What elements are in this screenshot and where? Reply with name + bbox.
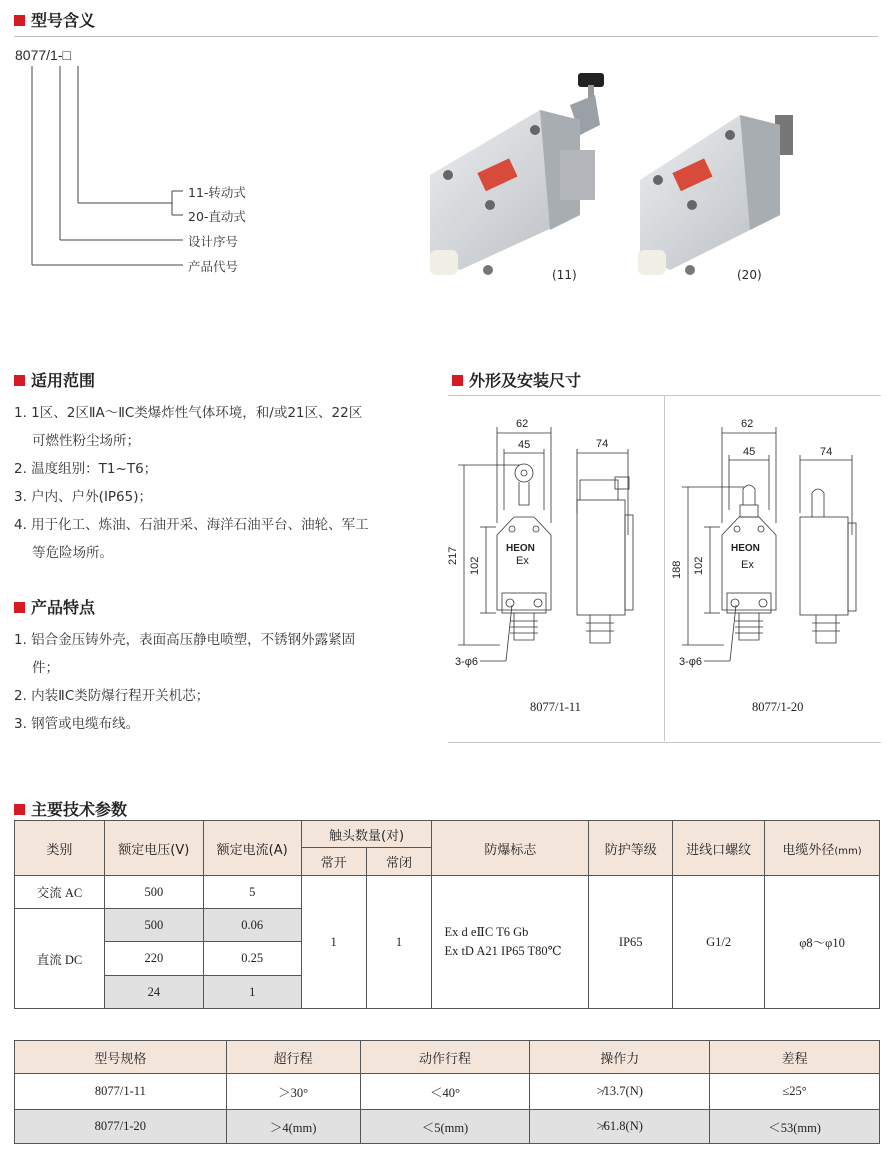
table-row: 8077/1-20 ＞4(mm) ＜5(mm) ≯61.8(N) ＜53(mm) [15,1110,880,1144]
tech-params-table [14,820,880,1009]
cell-ac: 交流 AC [15,876,105,909]
th-category: 类别 [15,821,105,876]
dimension-drawing-11 [447,405,664,675]
table-row: 8077/1-11 ＞30° ＜40° ≯13.7(N) ≤25° [15,1074,880,1110]
cell-current: 1 [203,976,301,1009]
th-nc: 常闭 [366,848,432,876]
red-square-icon [14,602,25,613]
dim-62: 62 [741,418,754,430]
caption-8077-1-11: 8077/1-11 [530,700,581,714]
dim-holes: 3-φ6 [679,656,703,668]
photo-label-11: (11) [552,268,577,282]
dim-188: 188 [671,560,683,579]
list-item: 2. 内装ⅡC类防爆行程开关机芯； [14,688,210,704]
section-title-tech: 主要技术参数 [14,797,127,820]
cell-current: 5 [203,876,301,909]
cell-voltage: 500 [104,876,203,909]
model-code-tree [0,0,300,290]
cell-voltage: 500 [104,909,203,942]
code-label-product: 产品代号 [188,259,239,274]
ex-label: Ex [741,559,754,571]
red-square-icon [14,804,25,815]
list-item: 1. 1区、2区ⅡA～ⅡC类爆炸性气体环境，和/或21区、22区可燃性粉尘场所； [14,405,363,449]
dim-holes: 3-φ6 [455,656,479,668]
th-thread: 进线口螺纹 [673,821,765,876]
dim-74: 74 [596,438,609,450]
cell-cable: φ8～φ10 [765,876,880,1009]
list-item: 1. 铝合金压铸外壳，表面高压静电喷塑，不锈钢外露紧固件； [14,632,356,676]
th-model: 型号规格 [15,1041,227,1074]
cell-ex-mark: Ex d eⅡC T6 Gb Ex tD A21 IP65 T80℃ [432,876,589,1009]
code-label-rotary: 11-转动式 [188,185,246,200]
th-cable: 电缆外径(mm) [765,821,880,876]
features-list [14,626,369,738]
section-title-model: 型号含义 [14,8,95,31]
th-no: 常开 [301,848,366,876]
th-action-travel: 动作行程 [360,1041,530,1074]
th-contacts: 触头数量(对) [301,821,432,848]
list-item: 3. 钢管或电缆布线。 [14,716,140,732]
dim-102: 102 [469,556,481,575]
dim-45: 45 [518,439,531,451]
dim-45: 45 [743,446,756,458]
section-title-dimensions: 外形及安装尺寸 [452,368,581,391]
dim-62: 62 [516,418,529,430]
scope-list [14,399,369,567]
ex-label: Ex [516,555,529,567]
dim-217: 217 [447,546,459,565]
dimension-drawing-20 [672,405,880,675]
cell-current: 0.25 [203,942,301,976]
cell-voltage: 24 [104,976,203,1009]
cell-protection: IP65 [589,876,673,1009]
list-item: 3. 户内、户外(IP65)； [14,489,153,505]
stroke-params-table [14,1040,880,1144]
brand-label: HEON [506,543,535,554]
th-over-travel: 超行程 [226,1041,360,1074]
code-label-design: 设计序号 [188,234,239,249]
list-item: 4. 用于化工、炼油、石油开采、海洋石油平台、油轮、军工等危险场所。 [14,517,369,561]
th-current: 额定电流(A) [203,821,301,876]
th-force: 操作力 [530,1041,710,1074]
red-square-icon [452,375,463,386]
list-item: 2. 温度组别：T1~T6； [14,461,158,477]
dim-74: 74 [820,446,833,458]
cell-nc: 1 [366,876,432,1009]
model-code: 8077/1-□ [15,47,71,63]
code-label-direct: 20-直动式 [188,209,246,224]
th-ex-mark: 防爆标志 [432,821,589,876]
red-square-icon [14,375,25,386]
cell-no: 1 [301,876,366,1009]
section-title-features: 产品特点 [14,595,95,618]
drawing-divider [664,395,665,741]
product-photo-20 [630,85,810,285]
dim-102: 102 [693,556,705,575]
cell-current: 0.06 [203,909,301,942]
cell-dc: 直流 DC [15,909,105,1009]
cell-thread: G1/2 [673,876,765,1009]
product-photo-11 [420,55,620,285]
th-protection: 防护等级 [589,821,673,876]
caption-8077-1-20: 8077/1-20 [752,700,804,714]
brand-label: HEON [731,543,760,554]
th-diff: 差程 [710,1041,880,1074]
th-voltage: 额定电压(V) [104,821,203,876]
section-title-scope: 适用范围 [14,368,95,391]
photo-label-20: (20) [737,268,762,282]
cell-voltage: 220 [104,942,203,976]
